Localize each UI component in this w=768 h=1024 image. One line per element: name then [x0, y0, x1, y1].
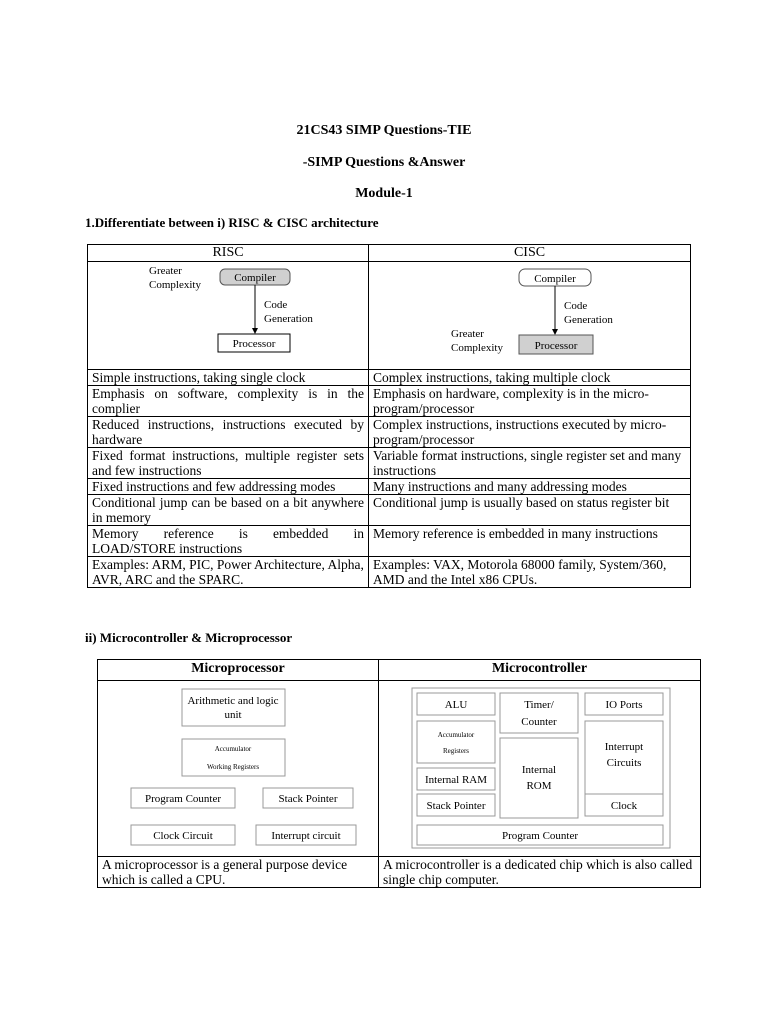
- risc-processor-label: Processor: [232, 338, 276, 350]
- risc-cisc-table: [87, 244, 691, 588]
- mc-accumulator-box: [417, 721, 495, 763]
- cisc-compiler-label: Compiler: [534, 273, 576, 285]
- mc-interrupt-label-1: Interrupt: [604, 741, 644, 753]
- mc-io-ports-label: IO Ports: [605, 699, 643, 711]
- microcontroller-diagram: [379, 681, 701, 853]
- document-subtitle: -SIMP Questions &Answer: [302, 155, 466, 170]
- cisc-diagram-cell: [369, 262, 691, 370]
- risc-row-2: Emphasis on software, complexity is in the complier: [88, 386, 369, 417]
- cisc-processor-label: Processor: [534, 340, 578, 352]
- microprocessor-diagram: [98, 681, 379, 853]
- mp-working-registers-label: Working Registers: [206, 763, 260, 771]
- risc-diagram: [88, 262, 369, 366]
- mc-ram-label: Internal RAM: [424, 774, 488, 786]
- mc-accumulator-label: Accumulator: [437, 731, 475, 739]
- cisc-row-5: Many instructions and many addressing modes: [369, 479, 691, 495]
- risc-diagram-cell: [88, 262, 369, 370]
- microcontroller-column-header: Microcontroller: [379, 660, 701, 681]
- mc-timer-label-2: Counter: [521, 716, 557, 728]
- microcontroller-description: A microcontroller is a dedicated chip which is also called single chip computer.: [379, 857, 701, 888]
- document-title: 21CS43 SIMP Questions-TIE: [296, 123, 472, 138]
- risc-complexity-label: Complexity: [149, 279, 201, 291]
- mc-clock-label: Clock: [610, 800, 638, 812]
- microprocessor-description: A microprocessor is a general purpose device which is called a CPU.: [98, 857, 379, 888]
- mp-clock-circuit-label: Clock Circuit: [153, 830, 213, 842]
- cisc-column-header: CISC: [369, 245, 691, 262]
- cisc-row-4: Variable format instructions, single register set and many instructions: [369, 448, 691, 479]
- mc-registers-label: Registers: [442, 747, 470, 755]
- mp-stack-pointer-label: Stack Pointer: [278, 793, 338, 805]
- cisc-row-3: Complex instructions, instructions executed by micro-program/processor: [369, 417, 691, 448]
- microcontroller-diagram-cell: [379, 681, 701, 857]
- risc-compiler-label: Compiler: [234, 272, 276, 284]
- mc-interrupt-label-2: Circuits: [606, 757, 642, 769]
- mp-interrupt-circuit-label: Interrupt circuit: [271, 830, 341, 842]
- cisc-row-7: Memory reference is embedded in many instructions: [369, 526, 691, 557]
- mc-rom-label-2: ROM: [526, 780, 552, 792]
- risc-generation-label: Generation: [264, 313, 313, 325]
- module-title: Module-1: [355, 186, 413, 201]
- risc-row-7: Memory reference is embedded in LOAD/STORE instructions: [88, 526, 369, 557]
- risc-row-3: Reduced instructions, instructions executed by hardware: [88, 417, 369, 448]
- question-2-heading: ii) Microcontroller & Microprocessor: [85, 630, 293, 645]
- risc-code-label: Code: [264, 299, 288, 311]
- mp-accumulator-label: Accumulator: [214, 745, 252, 753]
- risc-arrow-head: [252, 328, 258, 334]
- mc-alu-label: ALU: [444, 699, 468, 711]
- mc-stack-pointer-label: Stack Pointer: [426, 800, 486, 812]
- cisc-generation-label: Generation: [564, 314, 613, 326]
- microprocessor-microcontroller-table: [97, 659, 701, 888]
- cisc-row-8: Examples: VAX, Motorola 68000 family, System/360, AMD and the Intel x86 CPUs.: [369, 557, 691, 588]
- mp-alu-label-2: unit: [224, 709, 242, 721]
- cisc-greater-label: Greater: [451, 328, 484, 340]
- risc-greater-label: Greater: [149, 265, 182, 277]
- cisc-arrow-head: [552, 329, 558, 335]
- risc-row-5: Fixed instructions and few addressing modes: [88, 479, 369, 495]
- risc-row-1: Simple instructions, taking single clock: [88, 370, 369, 386]
- mc-timer-label-1: Timer/: [524, 699, 554, 711]
- question-1-heading: 1.Differentiate between i) RISC & CISC architecture: [85, 215, 379, 230]
- risc-column-header: RISC: [88, 245, 369, 262]
- cisc-complexity-label: Complexity: [451, 342, 503, 354]
- mp-program-counter-label: Program Counter: [144, 793, 222, 805]
- cisc-row-6: Conditional jump is usually based on status register bit: [369, 495, 691, 526]
- cisc-row-1: Complex instructions, taking multiple clock: [369, 370, 691, 386]
- risc-row-8: Examples: ARM, PIC, Power Architecture, Alpha, AVR, ARC and the SPARC.: [88, 557, 369, 588]
- cisc-row-2: Emphasis on hardware, complexity is in the micro-program/processor: [369, 386, 691, 417]
- microprocessor-column-header: Microprocessor: [98, 660, 379, 681]
- mc-rom-box: [500, 738, 578, 818]
- mc-program-counter-label: Program Counter: [501, 830, 579, 842]
- mp-alu-label-1: Arithmetic and logic: [187, 695, 279, 707]
- mc-rom-label-1: Internal: [521, 764, 557, 776]
- microprocessor-diagram-cell: [98, 681, 379, 857]
- cisc-diagram: [369, 262, 691, 366]
- risc-row-6: Conditional jump can be based on a bit anywhere in memory: [88, 495, 369, 526]
- risc-row-4: Fixed format instructions, multiple register sets and few instructions: [88, 448, 369, 479]
- cisc-code-label: Code: [564, 300, 588, 312]
